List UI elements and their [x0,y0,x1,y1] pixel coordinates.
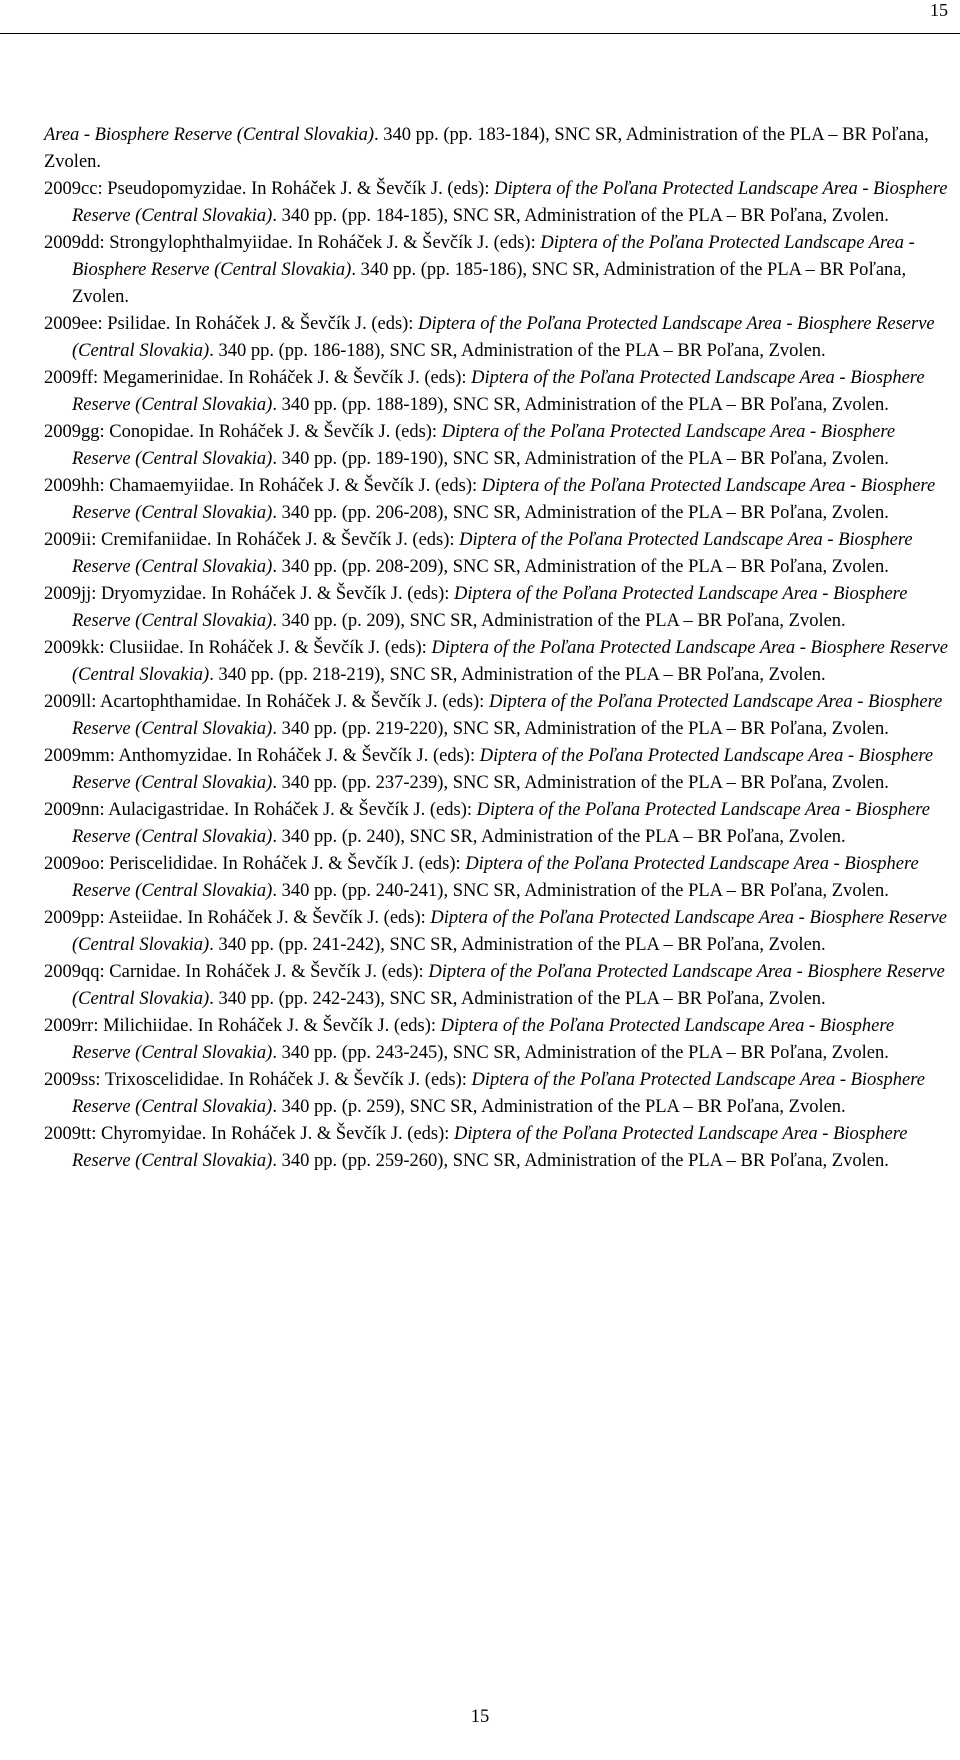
reference-publisher: SNC SR, Administration of the PLA – BR Poľana, Zvolen. [452,719,889,739]
reference-pages: 340 pp. [360,260,417,280]
reference-editors: In Roháček J. & Ševčík J. [222,854,419,874]
reference-book-title: Diptera of the Poľana Protected Landscape Area - Biosphere Reserve (Central Slovakia) [72,1070,925,1117]
reference-id: 2009kk [44,638,100,658]
reference-eds: (eds): [412,530,460,550]
reference-family: Acartophthamidae [100,692,237,712]
reference-editors: In Roháček J. & Ševčík J. [187,908,384,928]
reference-eds: (eds): [407,584,455,604]
reference-family: Carnidae [109,962,177,982]
reference-family: Chyromyidae [101,1124,202,1144]
reference-page-range: (pp. 219-220) [341,719,444,739]
reference-id: 2009jj [44,584,92,604]
reference-page-range: (pp. 218-219) [278,665,381,685]
reference-id: 2009hh [44,476,100,496]
reference-family: Conopidae [109,422,190,442]
reference-id: 2009oo [44,854,100,874]
reference-eds: (eds): [424,1070,472,1090]
header-rule [0,33,960,34]
reference-publisher: SNC SR, Administration of the PLA – BR Poľana, Zvolen. [389,935,826,955]
reference-page-range: (pp. 189-190) [341,449,444,469]
reference-book-title: Diptera of the Poľana Protected Landscape Area - Biosphere Reserve (Central Slovakia) [72,962,945,1009]
reference-page-range: (pp. 188-189) [341,395,444,415]
reference-page-range: (pp. 243-245) [341,1043,444,1063]
reference-book-title: Diptera of the Poľana Protected Landscape Area - Biosphere Reserve (Central Slovakia) [72,746,934,793]
reference-page-range: (pp. 184-185) [341,206,444,226]
reference-family: Dryomyzidae [101,584,202,604]
reference-eds: (eds): [493,233,541,253]
reference-entry: 2009ee: Psilidae. In Roháček J. & Ševčík J. (eds): Diptera of the Poľana Protected Landscape Area - Biosphere Reserve (Central Slovakia). 340 pp. (pp. 186-188), SNC SR, Administration of the PLA – BR Poľana, Zvolen. [44,314,935,361]
reference-book-title: Diptera of the Poľana Protected Landscape Area - Biosphere Reserve (Central Slovakia) [72,854,919,901]
reference-id: 2009ee [44,314,98,334]
reference-entries [44,176,956,1175]
reference-publisher: SNC SR, Administration of the PLA – BR Poľana, Zvolen. [452,395,889,415]
reference-entry: 2009hh: Chamaemyiidae. In Roháček J. & Ševčík J. (eds): Diptera of the Poľana Protected Landscape Area - Biosphere Reserve (Central Slovakia). 340 pp. (pp. 206-208), SNC SR, Administration of the PLA – BR Poľana, Zvolen. [44,476,936,523]
reference-eds: (eds): [447,179,495,199]
reference-pages: 340 pp. [281,881,338,901]
reference-entry: 2009ss: Trixoscelididae. In Roháček J. & Ševčík J. (eds): Diptera of the Poľana Protected Landscape Area - Biosphere Reserve (Central Slovakia). 340 pp. (p. 259), SNC SR, Administration of the PLA – BR Poľana, Zvolen. [44,1070,925,1117]
reference-book-title: Diptera of the Poľana Protected Landscape Area - Biosphere Reserve (Central Slovakia) [72,692,943,739]
reference-editors: In Roháček J. & Ševčík J. [197,1016,394,1036]
reference-editors: In Roháček J. & Ševčík J. [198,422,395,442]
reference-entry: 2009tt: Chyromyidae. In Roháček J. & Ševčík J. (eds): Diptera of the Poľana Protected Landscape Area - Biosphere Reserve (Central Slovakia). 340 pp. (pp. 259-260), SNC SR, Administration of the PLA – BR Poľana, Zvolen. [44,1124,908,1171]
reference-entry: 2009nn: Aulacigastridae. In Roháček J. & Ševčík J. (eds): Diptera of the Poľana Protected Landscape Area - Biosphere Reserve (Central Slovakia). 340 pp. (p. 240), SNC SR, Administration of the PLA – BR Poľana, Zvolen. [44,800,931,847]
reference-page-range: (pp. 208-209) [341,557,444,577]
reference-family: Aulacigastridae [108,800,225,820]
reference-pages: 340 pp. [281,395,338,415]
reference-publisher: SNC SR, Administration of the PLA – BR Poľana, Zvolen. [452,449,889,469]
reference-book-title: Diptera of the Poľana Protected Landscape Area - Biosphere Reserve (Central Slovakia) [72,314,935,361]
reference-family: Clusiidae [109,638,180,658]
reference-pages: 340 pp. [281,611,338,631]
reference-id: 2009rr [44,1016,94,1036]
reference-eds: (eds): [429,800,477,820]
reference-publisher: SNC SR, Administration of the PLA – BR Poľana, Zvolen. [452,206,889,226]
reference-family: Megamerinidae [102,368,219,388]
reference-book-title: Diptera of the Poľana Protected Landscape Area - Biosphere Reserve (Central Slovakia) [72,908,947,955]
book-title-fragment: Area - Biosphere Reserve (Central Slovakia) [44,125,374,145]
reference-family: Anthomyzidae [118,746,228,766]
reference-page-range: (pp. 186-188) [278,341,381,361]
reference-id: 2009ii [44,530,92,550]
reference-editors: In Roháček J. & Ševčík J. [297,233,494,253]
reference-book-title: Diptera of the Poľana Protected Landscape Area - Biosphere Reserve (Central Slovakia) [72,584,908,631]
reference-publisher: SNC SR, Administration of the PLA – BR Poľana, Zvolen. [452,503,889,523]
reference-pages: 340 pp. [281,449,338,469]
reference-editors: In Roháček J. & Ševčík J. [228,368,425,388]
reference-page-range: (pp. 241-242) [278,935,381,955]
reference-book-title: Diptera of the Poľana Protected Landscape Area - Biosphere Reserve (Central Slovakia) [72,800,931,847]
reference-eds: (eds): [418,854,466,874]
reference-eds: (eds): [432,746,480,766]
reference-eds: (eds): [424,368,472,388]
reference-book-title: Diptera of the Poľana Protected Landscape Area - Biosphere Reserve (Central Slovakia) [72,1124,908,1171]
reference-entry: 2009ff: Megamerinidae. In Roháček J. & Ševčík J. (eds): Diptera of the Poľana Protected Landscape Area - Biosphere Reserve (Central Slovakia). 340 pp. (pp. 188-189), SNC SR, Administration of the PLA – BR Poľana, Zvolen. [44,368,925,415]
reference-editors: In Roháček J. & Ševčík J. [236,746,433,766]
reference-entry: 2009ll: Acartophthamidae. In Roháček J. & Ševčík J. (eds): Diptera of the Poľana Protected Landscape Area - Biosphere Reserve (Central Slovakia). 340 pp. (pp. 219-220), SNC SR, Administration of the PLA – BR Poľana, Zvolen. [44,692,943,739]
reference-family: Periscelididae [109,854,214,874]
reference-pages: 340 pp. [281,206,338,226]
reference-id: 2009gg [44,422,100,442]
reference-editors: In Roháček J. & Ševčík J. [175,314,372,334]
reference-entry: 2009cc: Pseudopomyzidae. In Roháček J. & Ševčík J. (eds): Diptera of the Poľana Protected Landscape Area - Biosphere Reserve (Central Slovakia). 340 pp. (pp. 184-185), SNC SR, Administration of the PLA – BR Poľana, Zvolen. [44,179,948,226]
reference-eds: (eds): [384,638,432,658]
reference-page-range: (p. 259) [341,1097,401,1117]
reference-page-range: (pp. 242-243) [278,989,381,1009]
reference-page-range: (p. 209) [341,611,401,631]
reference-editors: In Roháček J. & Ševčík J. [245,692,443,712]
reference-family: Psilidae [107,314,166,334]
reference-entry: 2009pp: Asteiidae. In Roháček J. & Ševčík J. (eds): Diptera of the Poľana Protected Landscape Area - Biosphere Reserve (Central Slovakia). 340 pp. (pp. 241-242), SNC SR, Administration of the PLA – BR Poľana, Zvolen. [44,908,947,955]
reference-editors: In Roháček J. & Ševčík J. [233,800,430,820]
reference-rest: . 340 pp. (pp. 183-184), SNC SR, Administration of the PLA – BR Poľana, Zvolen. [44,125,929,172]
reference-family: Strongylophthalmyiidae [109,233,289,253]
reference-editors: In Roháček J. & Ševčík J. [210,584,408,604]
reference-pages: 340 pp. [218,665,274,685]
reference-editors: In Roháček J. & Ševčík J. [238,476,436,496]
reference-family: Trixoscelididae [104,1070,220,1090]
reference-id: 2009mm [44,746,110,766]
reference-book-title: Diptera of the Poľana Protected Landscape Area - Biosphere Reserve (Central Slovakia) [72,530,913,577]
reference-id: 2009ff [44,368,93,388]
reference-id: 2009tt [44,1124,92,1144]
reference-pages: 340 pp. [281,719,338,739]
reference-book-title: Diptera of the Poľana Protected Landscape Area - Biosphere Reserve (Central Slovakia) [72,1016,895,1063]
reference-eds: (eds): [435,476,482,496]
reference-book-title: Diptera of the Poľana Protected Landscape Area - Biosphere Reserve (Central Slovakia) [72,233,915,280]
reference-entry: 2009ii: Cremifaniidae. In Roháček J. & Ševčík J. (eds): Diptera of the Poľana Protected Landscape Area - Biosphere Reserve (Central Slovakia). 340 pp. (pp. 208-209), SNC SR, Administration of the PLA – BR Poľana, Zvolen. [44,530,913,577]
reference-entry: 2009rr: Milichiidae. In Roháček J. & Ševčík J. (eds): Diptera of the Poľana Protected Landscape Area - Biosphere Reserve (Central Slovakia). 340 pp. (pp. 243-245), SNC SR, Administration of the PLA – BR Poľana, Zvolen. [44,1016,895,1063]
page-number-bottom: 15 [470,1707,490,1727]
reference-entry: 2009jj: Dryomyzidae. In Roháček J. & Ševčík J. (eds): Diptera of the Poľana Protected Landscape Area - Biosphere Reserve (Central Slovakia). 340 pp. (p. 209), SNC SR, Administration of the PLA – BR Poľana, Zvolen. [44,584,908,631]
reference-pages: 340 pp. [218,341,274,361]
reference-page-range: (pp. 259-260) [341,1151,444,1171]
reference-entry: 2009oo: Periscelididae. In Roháček J. & Ševčík J. (eds): Diptera of the Poľana Protected Landscape Area - Biosphere Reserve (Central Slovakia). 340 pp. (pp. 240-241), SNC SR, Administration of the PLA – BR Poľana, Zvolen. [44,854,919,901]
reference-editors: In Roháček J. & Ševčík J. [228,1070,425,1090]
reference-entry: 2009kk: Clusiidae. In Roháček J. & Ševčík J. (eds): Diptera of the Poľana Protected Landscape Area - Biosphere Reserve (Central Slovakia). 340 pp. (pp. 218-219), SNC SR, Administration of the PLA – BR Poľana, Zvolen. [44,638,948,685]
reference-editors: In Roháček J. & Ševčík J. [216,530,413,550]
reference-publisher: SNC SR, Administration of the PLA – BR Poľana, Zvolen. [72,260,907,307]
reference-eds: (eds): [394,422,442,442]
reference-book-title: Diptera of the Poľana Protected Landscape Area - Biosphere Reserve (Central Slovakia) [72,638,948,685]
reference-editors: In Roháček J. & Ševčík J. [185,962,382,982]
reference-pages: 340 pp. [281,773,338,793]
page-number-top: 15 [930,0,948,20]
reference-page-range: (pp. 237-239) [341,773,444,793]
reference-publisher: SNC SR, Administration of the PLA – BR Poľana, Zvolen. [409,827,846,847]
reference-entry: 2009mm: Anthomyzidae. In Roháček J. & Ševčík J. (eds): Diptera of the Poľana Protected Landscape Area - Biosphere Reserve (Central Slovakia). 340 pp. (pp. 237-239), SNC SR, Administration of the PLA – BR Poľana, Zvolen. [44,746,934,793]
reference-page-range: (pp. 240-241) [341,881,444,901]
reference-list [44,122,956,1175]
reference-page-range: (p. 240) [341,827,401,847]
reference-pages: 340 pp. [218,935,274,955]
reference-publisher: SNC SR, Administration of the PLA – BR Poľana, Zvolen. [452,557,889,577]
reference-publisher: SNC SR, Administration of the PLA – BR Poľana, Zvolen. [389,665,826,685]
reference-eds: (eds): [393,1016,441,1036]
reference-page-range: (pp. 185-186) [420,260,523,280]
reference-eds: (eds): [407,1124,455,1144]
reference-entry: 2009qq: Carnidae. In Roháček J. & Ševčík J. (eds): Diptera of the Poľana Protected Landscape Area - Biosphere Reserve (Central Slovakia). 340 pp. (pp. 242-243), SNC SR, Administration of the PLA – BR Poľana, Zvolen. [44,962,945,1009]
reference-pages: 340 pp. [281,1043,338,1063]
reference-publisher: SNC SR, Administration of the PLA – BR Poľana, Zvolen. [452,1151,889,1171]
reference-publisher: SNC SR, Administration of the PLA – BR Poľana, Zvolen. [452,1043,889,1063]
reference-page-range: (pp. 206-208) [341,503,444,523]
reference-book-title: Diptera of the Poľana Protected Landscape Area - Biosphere Reserve (Central Slovakia) [72,422,896,469]
reference-family: Asteiidae [108,908,179,928]
reference-family: Milichiidae [103,1016,189,1036]
reference-editors: In Roháček J. & Ševčík J. [188,638,385,658]
reference-family: Cremifaniidae [101,530,207,550]
reference-eds: (eds): [371,314,419,334]
reference-id: 2009ss [44,1070,96,1090]
reference-pages: 340 pp. [281,503,338,523]
reference-publisher: SNC SR, Administration of the PLA – BR Poľana, Zvolen. [389,989,826,1009]
reference-book-title: Diptera of the Poľana Protected Landscape Area - Biosphere Reserve (Central Slovakia) [72,476,936,523]
reference-continuation [44,122,956,176]
reference-publisher: SNC SR, Administration of the PLA – BR Poľana, Zvolen. [452,773,889,793]
reference-id: 2009cc [44,179,98,199]
reference-eds: (eds): [381,962,429,982]
reference-publisher: SNC SR, Administration of the PLA – BR Poľana, Zvolen. [452,881,889,901]
reference-eds: (eds): [383,908,431,928]
reference-publisher: SNC SR, Administration of the PLA – BR Poľana, Zvolen. [389,341,826,361]
reference-pages: 340 pp. [281,1151,338,1171]
reference-editors: In Roháček J. & Ševčík J. [211,1124,408,1144]
reference-id: 2009dd [44,233,100,253]
reference-pages: 340 pp. [218,989,274,1009]
reference-id: 2009nn [44,800,100,820]
reference-pages: 340 pp. [281,827,338,847]
reference-book-title: Diptera of the Poľana Protected Landscape Area - Biosphere Reserve (Central Slovakia) [72,368,925,415]
reference-eds: (eds): [442,692,489,712]
reference-pages: 340 pp. [281,557,338,577]
reference-pages: 340 pp. [281,1097,338,1117]
reference-id: 2009qq [44,962,100,982]
reference-publisher: SNC SR, Administration of the PLA – BR Poľana, Zvolen. [409,1097,846,1117]
reference-family: Pseudopomyzidae [107,179,242,199]
reference-id: 2009pp [44,908,100,928]
reference-publisher: SNC SR, Administration of the PLA – BR Poľana, Zvolen. [409,611,846,631]
reference-id: 2009ll [44,692,92,712]
reference-book-title: Diptera of the Poľana Protected Landscape Area - Biosphere Reserve (Central Slovakia) [72,179,948,226]
reference-entry: 2009gg: Conopidae. In Roháček J. & Ševčík J. (eds): Diptera of the Poľana Protected Landscape Area - Biosphere Reserve (Central Slovakia). 340 pp. (pp. 189-190), SNC SR, Administration of the PLA – BR Poľana, Zvolen. [44,422,896,469]
reference-entry: 2009dd: Strongylophthalmyiidae. In Roháček J. & Ševčík J. (eds): Diptera of the Poľana Protected Landscape Area - Biosphere Reserve (Central Slovakia). 340 pp. (pp. 185-186), SNC SR, Administration of the PLA – BR Poľana, Zvolen. [44,233,915,307]
reference-editors: In Roháček J. & Ševčík J. [251,179,448,199]
reference-family: Chamaemyiidae [109,476,230,496]
